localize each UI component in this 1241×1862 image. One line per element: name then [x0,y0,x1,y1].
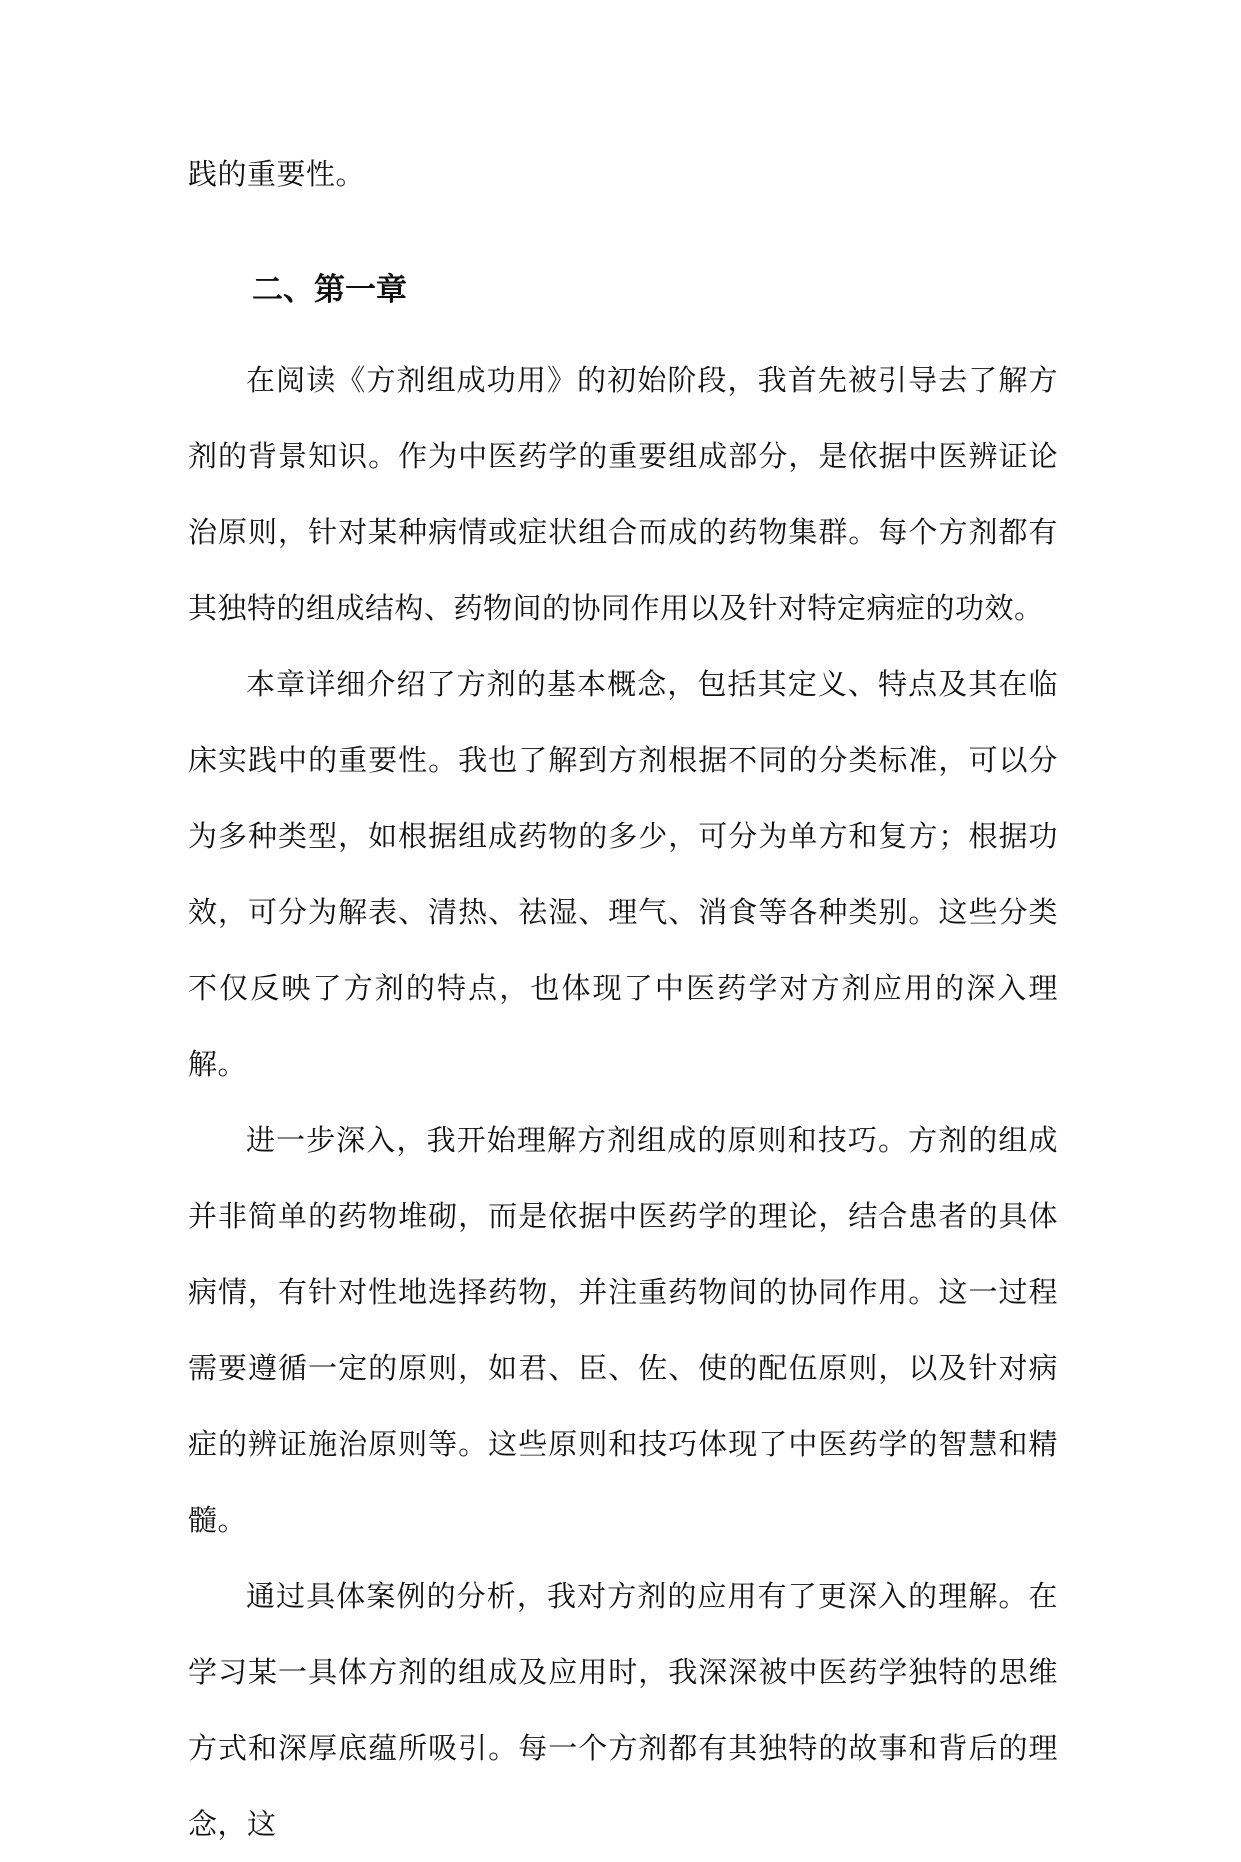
paragraph-3: 进一步深入，我开始理解方剂组成的原则和技巧。方剂的组成并非简单的药物堆砌，而是依据中医药学的理论，结合患者的具体病情，有针对性地选择药物，并注重药物间的协同作用。这一过程需要遵循一定的原则，如君、臣、佐、使的配伍原则，以及针对病症的辨证施治原则等。这些原则和技巧体现了中医药学的智慧和精髓。 [188,1123,1058,1537]
paragraph-2: 本章详细介绍了方剂的基本概念，包括其定义、特点及其在临床实践中的重要性。我也了解到方剂根据不同的分类标准，可以分为多种类型，如根据组成药物的多少，可分为单方和复方；根据功效，可分为解表、清热、祛湿、理气、消食等各种类别。这些分类不仅反映了方剂的特点，也体现了中医药学对方剂应用的深入理解。 [188,667,1058,1081]
continued-paragraph: 践的重要性。 [188,157,366,191]
paragraph-1: 在阅读《方剂组成功用》的初始阶段，我首先被引导去了解方剂的背景知识。作为中医药学的重要组成部分，是依据中医辨证论治原则，针对某种病情或症状组合而成的药物集群。每个方剂都有其独特的组成结构、药物间的协同作用以及针对特定病症的功效。 [188,363,1058,625]
chapter-heading: 二、第一章 [252,272,407,308]
paragraph-4: 通过具体案例的分析，我对方剂的应用有了更深入的理解。在学习某一具体方剂的组成及应用时，我深深被中医药学独特的思维方式和深厚底蕴所吸引。每一个方剂都有其独特的故事和背后的理念，这 [188,1579,1058,1841]
document-body [188,140,1058,1862]
